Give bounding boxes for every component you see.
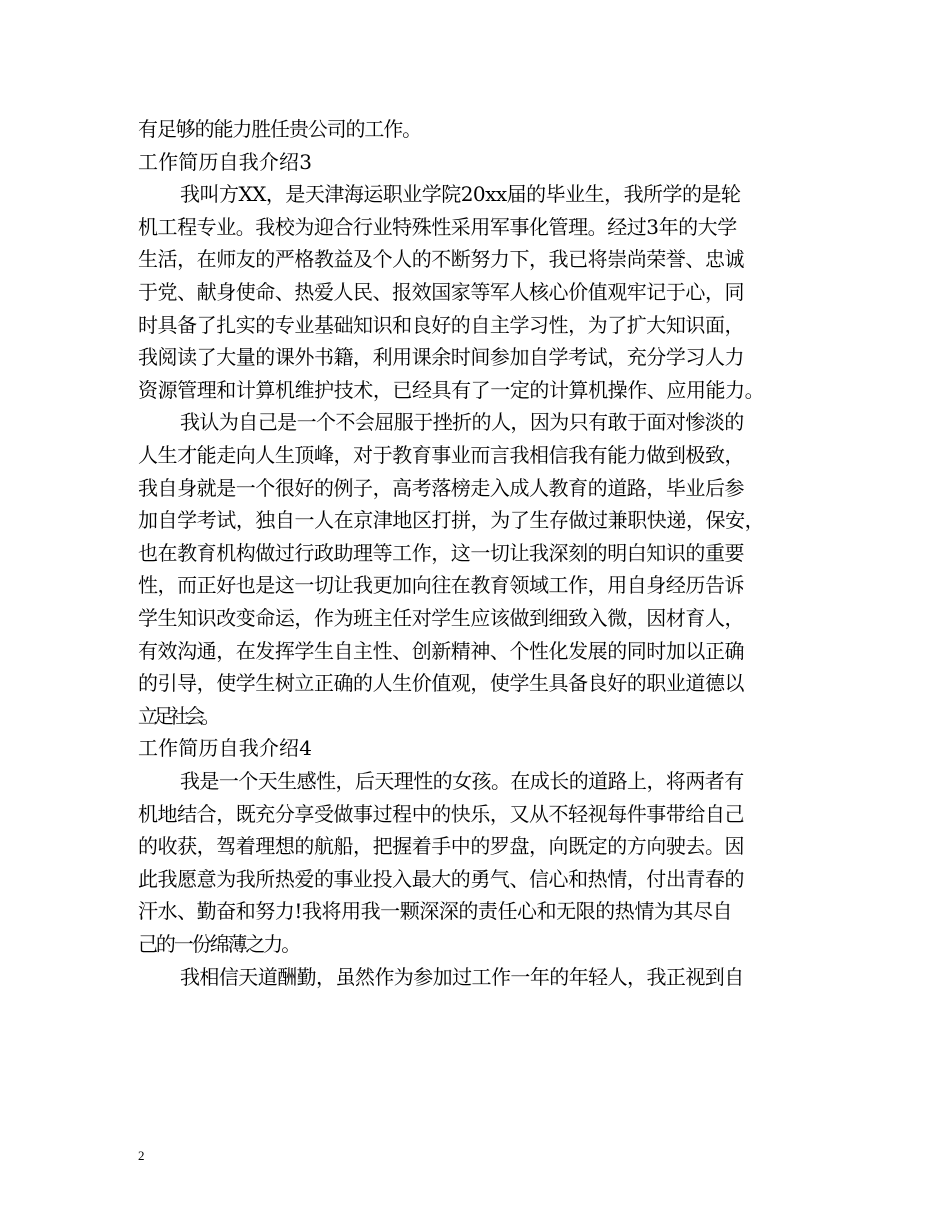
paragraph-line: 汗水、勤奋和努力!我将用我一颗深深的责任心和无限的热情为其尽自: [138, 899, 733, 924]
paragraph-line: 的引导，使学生树立正确的人生价值观，使学生具备良好的职业道德以: [138, 671, 745, 696]
paragraph-line: 此我愿意为我所热爱的事业投入最大的勇气、信心和热情，付出青春的: [138, 866, 745, 891]
paragraph-line: 人生才能走向人生顶峰，对于教育事业而言我相信我有能力做到极致，: [138, 443, 745, 467]
paragraph-line: 性，而正好也是这一切让我更加向往在教育领域工作，用自身经历告诉: [138, 573, 745, 598]
section-heading: 工作简历自我介绍4: [138, 736, 313, 761]
paragraph-line: 时具备了扎实的专业基础知识和良好的自主学习性，为了扩大知识面，: [138, 312, 745, 337]
paragraph-line: 立足社会。: [138, 703, 217, 728]
section-heading: 工作简历自我介绍3: [138, 149, 313, 174]
paragraph-line: 我认为自己是一个不会屈服于挫折的人，因为只有敢于面对惨淡的: [180, 410, 744, 435]
paragraph-line: 资源管理和计算机维护技术，已经具有了一定的计算机操作、应用能力。: [138, 377, 765, 402]
paragraph-line: 机地结合，既充分享受做事过程中的快乐，又从不轻视每件事带给自己: [138, 801, 745, 826]
paragraph-line: 我阅读了大量的课外书籍，利用课余时间参加自学考试，充分学习人力: [138, 345, 745, 370]
paragraph-line: 己的一份绵薄之力。: [138, 932, 300, 956]
paragraph-line: 我叫方XX，是天津海运职业学院20xx届的毕业生，我所学的是轮: [180, 182, 741, 207]
paragraph-line: 我是一个天生感性，后天理性的女孩。在成长的道路上，将两者有: [180, 769, 744, 793]
paragraph-line: 学生知识改变命运，作为班主任对学生应该做到细致入微，因材育人，: [138, 606, 745, 630]
paragraph-line: 生活，在师友的严格教益及个人的不断努力下，我已将崇尚荣誉、忠诚: [138, 247, 745, 272]
paragraph-line: 我相信天道酬勤，虽然作为参加过工作一年的年轻人，我正视到自: [180, 964, 744, 989]
paragraph-line: 的收获，驾着理想的航船，把握着手中的罗盘，向既定的方向驶去。因: [138, 834, 745, 859]
page-number: 2: [138, 1148, 145, 1163]
paragraph-line: 也在教育机构做过行政助理等工作，这一切让我深刻的明白知识的重要: [138, 540, 745, 565]
paragraph-line: 机工程专业。我校为迎合行业特殊性采用军事化管理。经过3年的大学: [138, 214, 737, 239]
paragraph-line: 于党、献身使命、热爱人民、报效国家等军人核心价值观牢记于心，同: [138, 280, 745, 304]
paragraph-line: 我自身就是一个很好的例子，高考落榜走入成人教育的道路，毕业后参: [138, 475, 745, 500]
paragraph-line: 有足够的能力胜任贵公司的工作。: [138, 117, 421, 141]
paragraph-line: 加自学考试，独自一人在京津地区打拼，为了生存做过兼职快递，保安，: [138, 508, 765, 533]
paragraph-line: 有效沟通，在发挥学生自主性、创新精神、个性化发展的同时加以正确: [138, 638, 745, 663]
